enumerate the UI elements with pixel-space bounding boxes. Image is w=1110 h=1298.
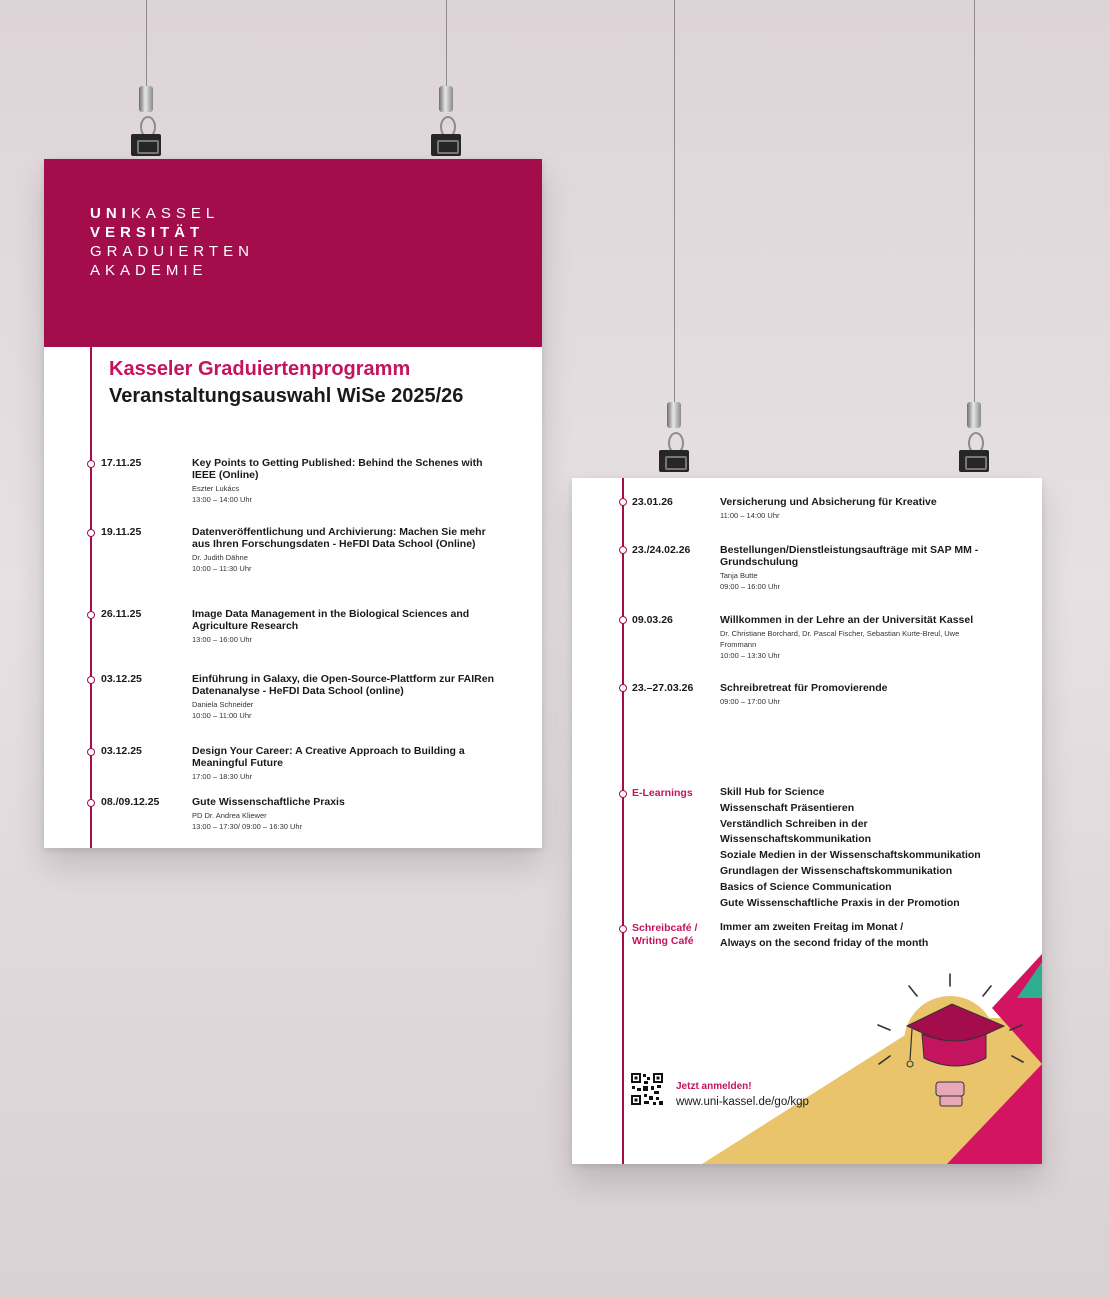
event-time: 10:00 – 11:30 Uhr: [192, 564, 252, 573]
hanging-wire: [974, 0, 975, 406]
list-item: Basics of Science Communication: [720, 880, 892, 893]
event-speaker: Dr. Christiane Borchard, Dr. Pascal Fischer, Sebastian Kurte-Breul, Uwe Frommann: [720, 629, 960, 649]
timeline-dot: [619, 498, 627, 506]
event-date: 26.11.25: [101, 608, 142, 620]
hanging-wire: [146, 0, 147, 90]
schreibcafe-label: [632, 922, 697, 948]
timeline-line: [90, 347, 92, 848]
event-title: Design Your Career: A Creative Approach to Building a Meaningful Future: [192, 745, 465, 769]
event-date: 23.01.26: [632, 496, 673, 508]
list-item: Skill Hub for Science: [720, 786, 825, 798]
poster-right: [572, 478, 1042, 1164]
event-time: 17:00 – 18:30 Uhr: [192, 772, 253, 781]
schreibcafe-text: [720, 920, 928, 952]
schreibcafe-label-1: Schreibcafé /: [632, 922, 698, 934]
header-band: [44, 159, 542, 347]
event-title: Key Points to Getting Published: Behind the Schenes with IEEE (Online): [192, 457, 483, 481]
timeline-dot: [87, 676, 95, 684]
logo-line1-bold: UNI: [90, 205, 131, 222]
list-item: Gute Wissenschaftliche Praxis in der Promotion: [720, 896, 960, 909]
list-item: Wissenschaftskommunikation: [720, 833, 872, 846]
timeline-dot: [619, 925, 627, 933]
event-speaker: Eszter Lukács: [192, 484, 240, 493]
event-title: Einführung in Galaxy, die Open-Source-Plattform zur FAIRen Datenanalyse - HeFDI Data School (online): [192, 673, 495, 697]
schreibcafe-text-2: Always on the second friday of the month: [720, 936, 929, 949]
event-time: 10:00 – 13:30 Uhr: [720, 651, 781, 660]
event-date: 19.11.25: [101, 526, 142, 538]
event-title: Image Data Management in the Biological Sciences and Agriculture Research: [192, 608, 470, 632]
logo-line3: GRADUIERTEN: [90, 243, 254, 260]
timeline-dot: [619, 790, 627, 798]
cta-text: Jetzt anmelden!: [676, 1081, 752, 1092]
event-speaker: Dr. Judith Dähne: [192, 553, 248, 562]
event-title: Datenveröffentlichung und Archivierung: Machen Sie mehr aus Ihren Forschungsdaten - HeFDI Data School (Online): [192, 526, 486, 550]
list-item: Wissenschaft Präsentieren: [720, 801, 855, 814]
timeline-dot: [87, 748, 95, 756]
elearnings-label: E-Learnings: [632, 787, 693, 799]
timeline-dot: [619, 616, 627, 624]
uni-kassel-logo: [90, 204, 254, 280]
event-date: 09.03.26: [632, 614, 673, 626]
qr-code-icon[interactable]: [630, 1072, 664, 1106]
event-time: 11:00 – 14:00 Uhr: [720, 511, 780, 520]
event-time: 13:00 – 17:30/ 09:00 – 16:30 Uhr: [192, 822, 303, 831]
logo-line2: VERSITÄT: [90, 224, 205, 241]
logo-line4: AKADEMIE: [90, 262, 208, 279]
poster-title: Kasseler Graduiertenprogramm: [109, 358, 411, 380]
timeline-dot: [87, 611, 95, 619]
event-title: Willkommen in der Lehre an der Universität Kassel: [720, 614, 974, 626]
event-speaker: PD Dr. Andrea Kliewer: [192, 811, 267, 820]
event-date: 03.12.25: [101, 745, 142, 757]
hanging-wire: [674, 0, 675, 406]
list-item: Soziale Medien in der Wissenschaftskommunikation: [720, 849, 981, 862]
list-item: Verständlich Schreiben in der: [720, 817, 868, 830]
event-date: 08./09.12.25: [101, 796, 160, 808]
elearnings-list: [720, 785, 981, 911]
event-time: 10:00 – 11:00 Uhr: [192, 711, 252, 720]
timeline-line: [622, 478, 624, 1164]
event-date: 03.12.25: [101, 673, 142, 685]
event-title: Bestellungen/Dienstleistungsaufträge mit SAP MM - Grundschulung: [720, 544, 979, 568]
schreibcafe-text-1: Immer am zweiten Freitag im Monat /: [720, 921, 904, 933]
timeline-dot: [619, 684, 627, 692]
registration-link[interactable]: www.uni-kassel.de/go/kgp: [676, 1096, 809, 1108]
event-title: Gute Wissenschaftliche Praxis: [192, 796, 345, 808]
event-date: 23./24.02.26: [632, 544, 691, 556]
event-speaker: Tanja Butte: [720, 571, 758, 580]
event-title: Schreibretreat für Promovierende: [720, 682, 888, 694]
event-date: 17.11.25: [101, 457, 142, 469]
logo-line1: KASSEL: [130, 205, 220, 222]
event-time: 09:00 – 16:00 Uhr: [720, 582, 781, 591]
poster-left: [44, 159, 542, 848]
event-speaker: Daniela Schneider: [192, 700, 254, 709]
event-time: 13:00 – 16:00 Uhr: [192, 635, 253, 644]
timeline-dot: [87, 799, 95, 807]
timeline-dot: [619, 546, 627, 554]
event-time: 09:00 – 17:00 Uhr: [720, 697, 781, 706]
schreibcafe-label-2: Writing Café: [632, 935, 694, 947]
timeline-dot: [87, 460, 95, 468]
event-title: Versicherung und Absicherung für Kreative: [720, 496, 937, 508]
event-date: 23.–27.03.26: [632, 682, 694, 694]
list-item: Grundlagen der Wissenschaftskommunikation: [720, 864, 953, 877]
event-time: 13:00 – 14:00 Uhr: [192, 495, 253, 504]
timeline-dot: [87, 529, 95, 537]
hanging-wire: [446, 0, 447, 90]
poster-subtitle: Veranstaltungsauswahl WiSe 2025/26: [109, 385, 464, 407]
